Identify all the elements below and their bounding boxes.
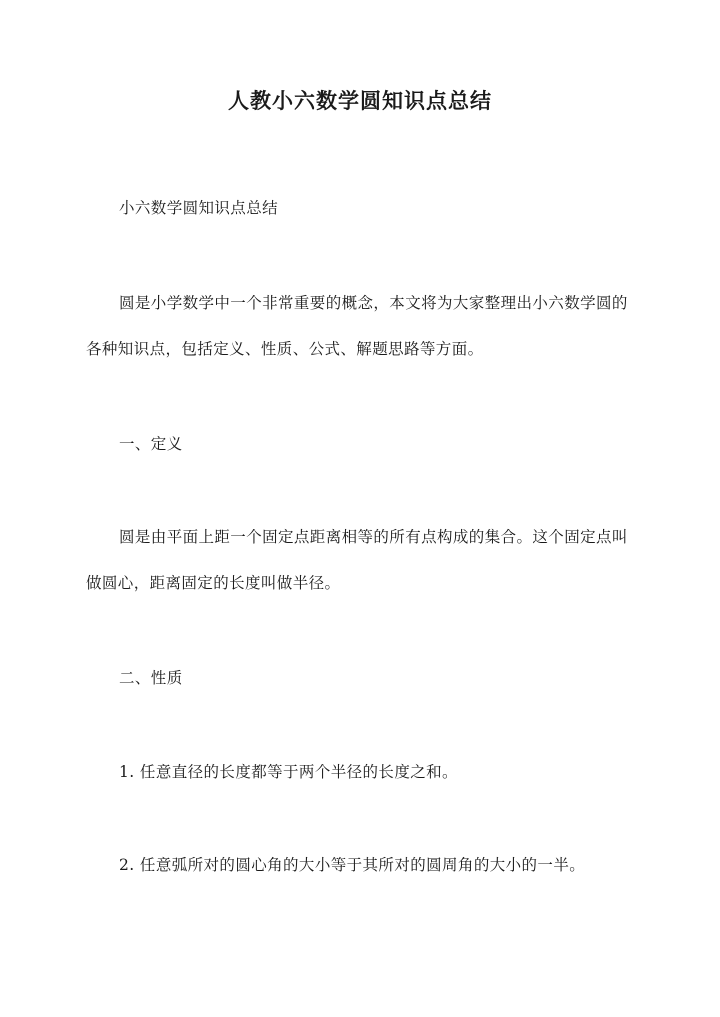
property-item-1: 1. 任意直径的长度都等于两个半径的长度之和。 xyxy=(119,763,458,781)
definition-paragraph: 圆是由平面上距一个固定点距离相等的所有点构成的集合。这个固定点叫做圆心，距离固定的长度叫做半径。 xyxy=(86,528,628,592)
property-item-2: 2. 任意弧所对的圆心角的大小等于其所对的圆周角的大小的一半。 xyxy=(119,856,586,874)
intro-paragraph: 圆是小学数学中一个非常重要的概念，本文将为大家整理出小六数学圆的各种知识点，包括定义、性质、公式、解题思路等方面。 xyxy=(86,294,628,358)
subtitle-paragraph: 小六数学圆知识点总结 xyxy=(119,199,279,217)
document-title: 人教小六数学圆知识点总结 xyxy=(228,88,492,113)
section-heading-properties: 二、性质 xyxy=(119,669,183,687)
section-heading-definition: 一、定义 xyxy=(119,435,183,453)
